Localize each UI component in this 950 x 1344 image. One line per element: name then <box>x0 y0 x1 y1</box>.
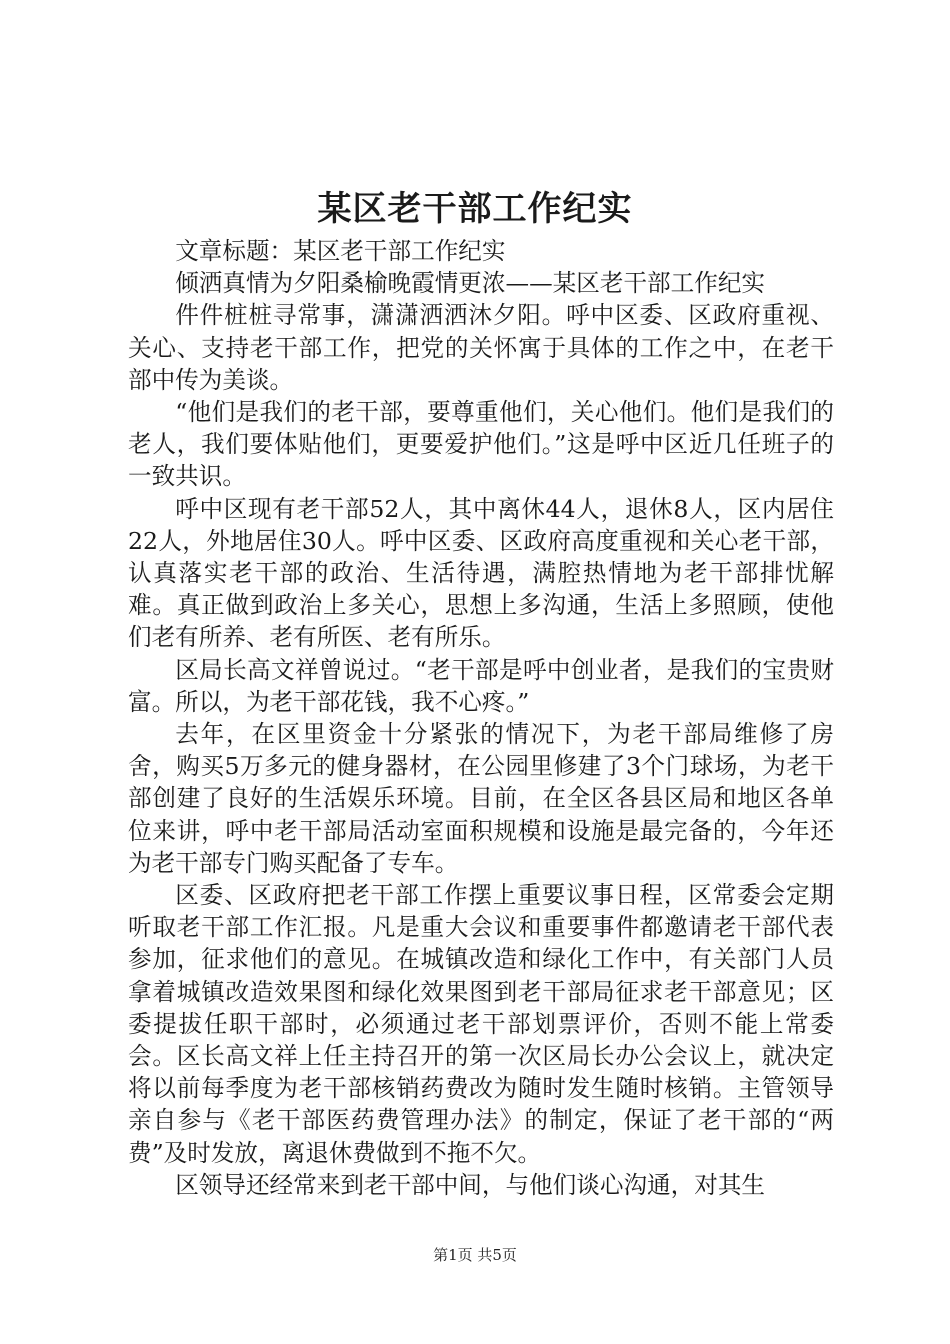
paragraph-article-title: 文章标题：某区老干部工作纪实 <box>175 237 506 265</box>
document-title: 某区老干部工作纪实 <box>317 189 633 229</box>
document-body <box>128 235 834 1201</box>
paragraph-subtitle: 倾洒真情为夕阳桑榆晚霞情更浓——某区老干部工作纪实 <box>175 269 766 298</box>
paragraph: 区委、区政府把老干部工作摆上重要议事日程，区常委会定期听取老干部工作汇报。凡是重大会议和重要事件都邀请老干部代表参加，征求他们的意见。在城镇改造和绿化工作中，有关部门人员拿着城镇改造效果图和绿化效果图到老干部局征求老干部意见；区委提拔任职干部时，必须通过老干部划票评价，否则不能上常委会。区长高文祥上任主持召开的第一次区局长办公会议上，就决定将以前每季度为老干部核销药费改为随时发生随时核销。主管领导亲自参与《老干部医药费管理办法》的制定，保证了老干部的“两费”及时发放，离退休费做到不拖不欠。 <box>128 881 834 1167</box>
paragraph: 区领导还经常来到老干部中间，与他们谈心沟通，对其生 <box>175 1170 766 1199</box>
paragraph: 区局长高文祥曾说过。“老干部是呼中创业者，是我们的宝贵财富。所以，为老干部花钱，我不心疼。” <box>128 655 834 716</box>
page-number-footer: 第1页 共5页 <box>433 1246 517 1264</box>
paragraph: 呼中区现有老干部52人，其中离休44人，退休8人，区内居住22人，外地居住30人。呼中区委、区政府高度重视和关心老干部，认真落实老干部的政治、生活待遇，满腔热情地为老干部排忧解难。真正做到政治上多关心，思想上多沟通，生活上多照顾，使他们老有所养、老有所医、老有所乐。 <box>128 494 834 652</box>
paragraph: 件件桩桩寻常事，潇潇洒洒沐夕阳。呼中区委、区政府重视、关心、支持老干部工作，把党的关怀寓于具体的工作之中，在老干部中传为美谈。 <box>128 301 834 394</box>
paragraph: “他们是我们的老干部，要尊重他们，关心他们。他们是我们的老人，我们要体贴他们，更要爱护他们。”这是呼中区近几任班子的一致共识。 <box>128 398 834 491</box>
paragraph: 去年，在区里资金十分紧张的情况下，为老干部局维修了房舍，购买5万多元的健身器材，在公园里修建了3个门球场，为老干部创建了良好的生活娱乐环境。目前，在全区各县区局和地区各单位来讲，呼中老干部局活动室面积规模和设施是最完备的，今年还为老干部专门购买配备了专车。 <box>128 720 834 877</box>
